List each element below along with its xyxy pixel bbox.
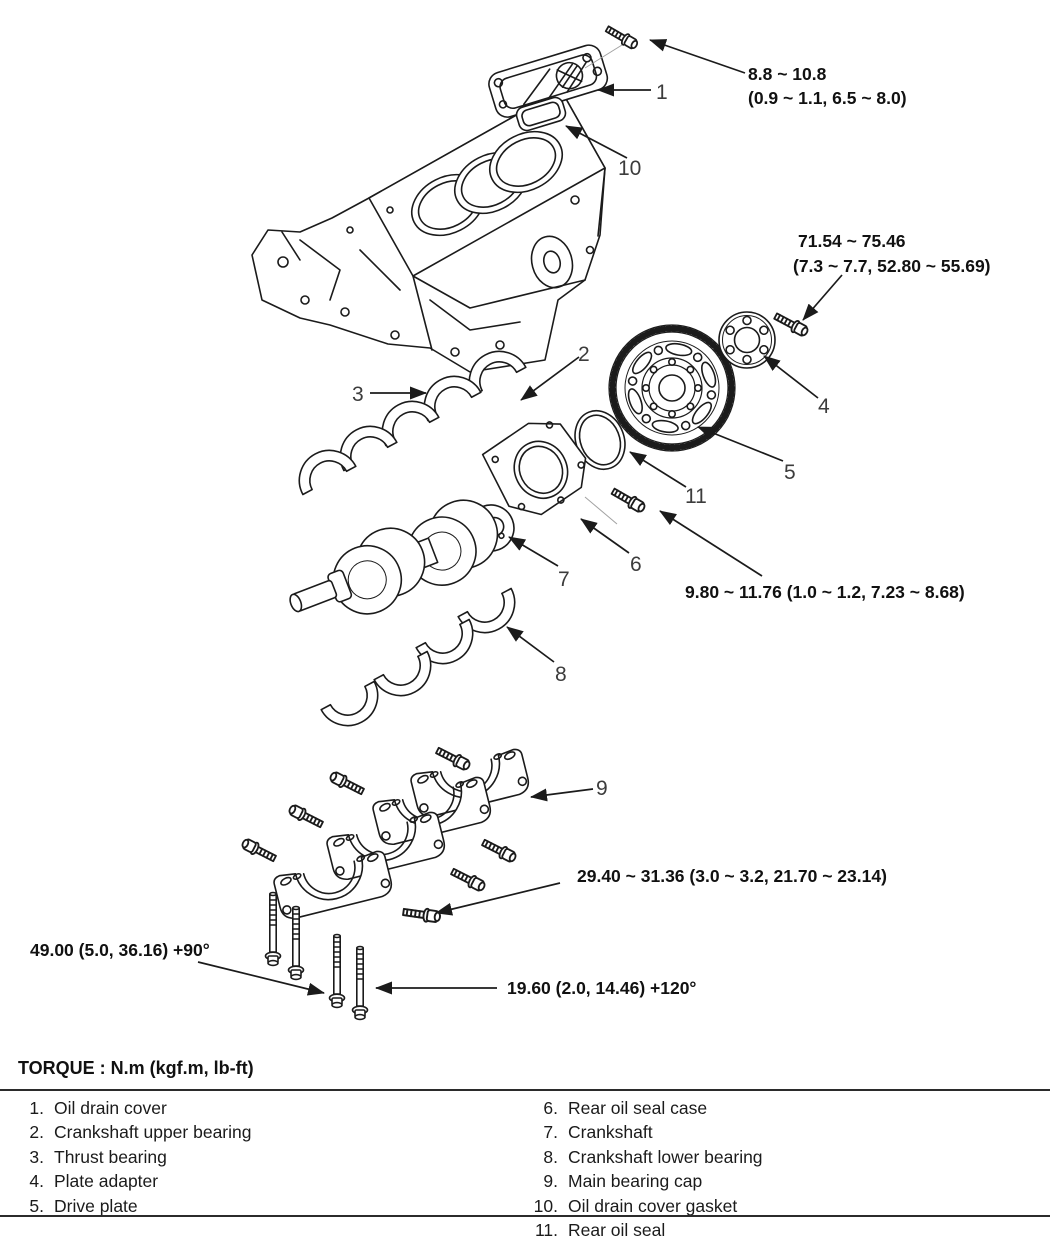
leader-arrow bbox=[531, 789, 593, 797]
leader-arrow bbox=[436, 883, 560, 913]
legend-item-label: Oil drain cover gasket bbox=[568, 1195, 738, 1216]
plate-adapter bbox=[719, 312, 775, 368]
legend-top-rule bbox=[0, 1089, 1050, 1091]
legend-item-number: 3. bbox=[29, 1146, 44, 1167]
callout-11: 11 bbox=[685, 485, 707, 508]
legend-item-number: 8. bbox=[543, 1146, 558, 1167]
legend-item-label: Plate adapter bbox=[54, 1171, 159, 1192]
legend-item-crankshaft-upper-bearing bbox=[10, 1120, 510, 1144]
legend-item-crankshaft-lower-bearing bbox=[524, 1145, 1044, 1169]
callout-1: 1 bbox=[656, 81, 668, 104]
legend-item-label: Oil drain cover bbox=[54, 1098, 167, 1118]
torque-cap-side-bolt: 29.40 ~ 31.36 (3.0 ~ 3.2, 21.70 ~ 23.14) bbox=[577, 866, 887, 886]
legend-column-left bbox=[10, 1096, 510, 1218]
leader-arrow bbox=[764, 356, 818, 398]
callout-6: 6 bbox=[630, 553, 642, 576]
adapter-bolt bbox=[773, 311, 810, 339]
legend-item-rear-oil-seal-case bbox=[524, 1096, 1044, 1120]
torque-cover-bolt-line2: (0.9 ~ 1.1, 6.5 ~ 8.0) bbox=[748, 88, 907, 108]
torque-units-header: TORQUE : N.m (kgf.m, lb-ft) bbox=[18, 1058, 254, 1078]
legend-item-thrust-bearing bbox=[10, 1145, 510, 1169]
torque-seal-case-bolt: 9.80 ~ 11.76 (1.0 ~ 1.2, 7.23 ~ 8.68) bbox=[685, 582, 965, 602]
callout-4: 4 bbox=[818, 395, 830, 418]
legend-column-right bbox=[524, 1096, 1044, 1239]
leader-arrow bbox=[650, 40, 745, 73]
torque-drive-plate-line2: (7.3 ~ 7.7, 52.80 ~ 55.69) bbox=[793, 256, 991, 276]
callout-7: 7 bbox=[558, 568, 570, 591]
legend-item-number: 9. bbox=[543, 1171, 558, 1192]
leader-arrow bbox=[630, 452, 686, 487]
torque-cover-bolt-line1: 8.8 ~ 10.8 bbox=[748, 64, 827, 84]
legend-item-label: Drive plate bbox=[54, 1195, 138, 1216]
engine-block bbox=[252, 90, 605, 372]
legend-item-label: Crankshaft upper bearing bbox=[54, 1122, 252, 1143]
legend-item-plate-adapter bbox=[10, 1169, 510, 1193]
legend-item-crankshaft bbox=[524, 1120, 1044, 1144]
leader-arrow bbox=[521, 357, 579, 400]
leader-arrow bbox=[803, 275, 842, 320]
legend-bottom-rule bbox=[0, 1215, 1050, 1217]
legend-item-number: 2. bbox=[29, 1122, 44, 1143]
callout-5: 5 bbox=[784, 461, 796, 484]
torque-main-bolt-short: 19.60 (2.0, 14.46) +120° bbox=[507, 978, 697, 998]
callout-10: 10 bbox=[618, 157, 642, 180]
cap-side-bolt-target bbox=[403, 906, 441, 924]
leader-arrow bbox=[581, 519, 629, 553]
leader-arrow bbox=[198, 962, 324, 993]
callout-9: 9 bbox=[596, 777, 608, 800]
legend-item-number: 7. bbox=[543, 1122, 558, 1143]
leader-arrow bbox=[507, 627, 554, 662]
legend-item-label: Crankshaft lower bearing bbox=[568, 1146, 763, 1167]
crankshaft-upper-bearings bbox=[289, 341, 526, 495]
legend-item-label: Rear oil seal bbox=[568, 1220, 666, 1239]
legend-item-number: 6. bbox=[543, 1098, 558, 1118]
callout-3: 3 bbox=[352, 383, 364, 406]
torque-main-bolt-long: 49.00 (5.0, 36.16) +90° bbox=[30, 940, 210, 960]
main-bearing-caps bbox=[273, 748, 532, 921]
legend-item-oil-drain-cover bbox=[10, 1096, 510, 1120]
crankshaft bbox=[278, 484, 526, 640]
seal-case-bolt bbox=[610, 486, 647, 514]
legend-item-number: 5. bbox=[29, 1195, 44, 1216]
leader-arrow bbox=[698, 427, 783, 461]
leader-arrow bbox=[509, 537, 558, 566]
legend-item-number: 11. bbox=[534, 1220, 558, 1239]
legend-item-rear-oil-seal bbox=[524, 1218, 1044, 1239]
drive-plate bbox=[609, 325, 735, 451]
legend-item-main-bearing-cap bbox=[524, 1169, 1044, 1193]
legend-item-label: Thrust bearing bbox=[54, 1146, 167, 1167]
leader-arrow bbox=[660, 511, 762, 576]
cover-bolt bbox=[604, 24, 639, 51]
legend-item-number: 10. bbox=[533, 1195, 558, 1216]
torque-drive-plate-line1: 71.54 ~ 75.46 bbox=[798, 231, 906, 251]
legend-item-number: 4. bbox=[29, 1171, 44, 1192]
callout-2: 2 bbox=[578, 343, 590, 366]
callout-8: 8 bbox=[555, 663, 567, 686]
legend-item-label: Crankshaft bbox=[568, 1122, 653, 1143]
legend-item-label: Rear oil seal case bbox=[568, 1098, 708, 1118]
legend-item-label: Main bearing cap bbox=[568, 1171, 703, 1192]
legend-item-number: 1. bbox=[29, 1098, 44, 1118]
